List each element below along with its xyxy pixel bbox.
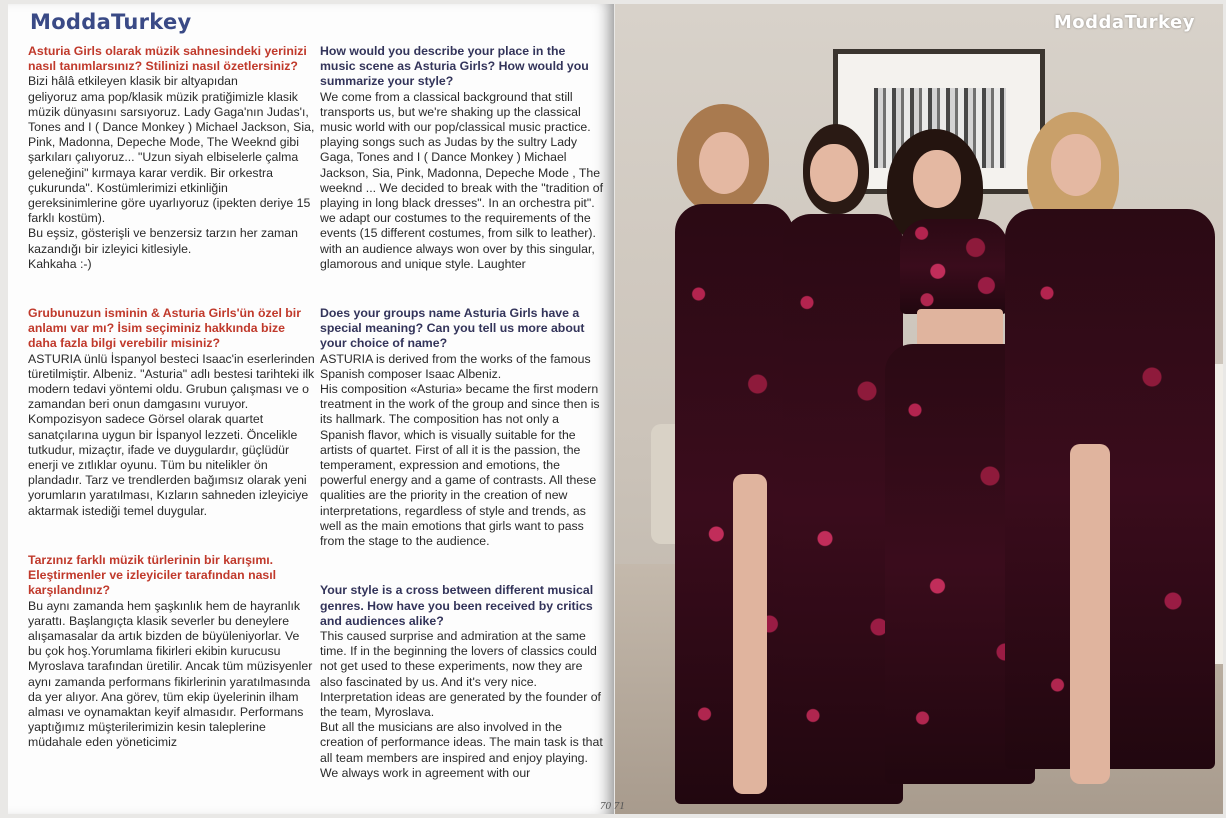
qa-block-tr-2 xyxy=(28,306,315,519)
qa-block-en-2 xyxy=(320,306,604,549)
answer-tr-1: Bizi hâlâ etkileyen klasik bir altyapıdan geliyoruz ama pop/klasik müzik pratiğimizle klasik müzik dünyasını sarsıyoruz. Lady Gaga'nın Judas'ı, Tones and I ( Dance Monkey ) Michael Jackson, Sia, Pink, Madonna, Depeche Mode, The Weeknd gibi şarkıları çalıyoruz... "Uzun siyah elbiselerle çalma geleneğini" kırmaya karar verdik. Bir orkestra çukurunda". Kostümlerimizi etkinliğin gereksinimlerine göre uyarlıyoruz (ipekten deriye 15 farklı kostüm). Bu eşsiz, gösterişli ve benzersiz tarzın her zaman kazandığı bir izleyici kitlesiyle. Kahkaha :-) xyxy=(28,74,315,271)
answer-tr-3: Bu aynı zamanda hem şaşkınlık hem de hayranlık yarattı. Başlangıçta klasik severler bu deneylere alışamasalar da artık bizden de büyüleniyorlar. Ve bu çok hoş.Yorumlama fikirleri ekibin kurucusu Myroslava tarafından üretilir. Ancak tüm müzisyenler aynı zamanda performans fikirlerinin yaratılmasında da yer alıyor. Ana görev, tüm ekip üyelerinin ilham alması ve oynamaktan keyif almasıdır. Performans yaptığımız müşterilerimizin kesin taleplerine müdahale eden yöneticimiz xyxy=(28,598,313,750)
question-en-3: Your style is a cross between different musical genres. How have you been received by critics and audiences alike? xyxy=(320,583,594,628)
right-page-photo xyxy=(615,4,1223,814)
answer-en-3: This caused surprise and admiration at the same time. If in the beginning the lovers of classics could not get used to these experiments, now they are also fascinated by us. And it's very nice. Interpretation ideas are generated by the founder of the team, Myroslava. But all the musicians are also involved in the creation of performance ideas. The main task is that all team members are inspired and enjoy playing. We always work in agreement with our xyxy=(320,628,603,780)
turkish-column xyxy=(28,44,315,751)
answer-en-2: ASTURIA is derived from the works of the famous Spanish composer Isaac Albeniz. His composition «Asturia» became the first modern treatment in the work of the group and since then is its hallmark. The composition has not only a Spanish flavor, which is visually suitable for the artists of quartet. First of all it is the passion, the temperament, expression and emotions, the powerful energy and a game of contrasts. All these qualities are the priority in the creation of new interpretations, regardless of style and trends, as well as the main emotions that girls want to pass from the stage to the audience. xyxy=(320,351,600,549)
answer-tr-2: ASTURIA ünlü İspanyol besteci Isaac'in eserlerinden türetilmiştir. Albeniz. "Asturia" adlı bestesi tarihteki ilk modern tedavi yöntemi oldu. Grubun çalışması ve o zamandan beri onun damgasını vuruyor. Kompozisyon sadece Görsel olarak quartet sanatçılarına uygun bir İspanyol lezzeti. Öncelikle tutkudur, mizaçtır, ifade ve duygulardır, güçlüdür enerji ve zıtlıklar oyunu. Tüm bu nitelikler ön plandadır. Tarz ve trendlerden bağımsız olarak yeni yorumların yaratılması, Kızların sahneden izleyiciye aktarmak istediği temel duygular. xyxy=(28,351,315,518)
question-en-1: How would you describe your place in the music scene as Asturia Girls? How would you summarize your style? xyxy=(320,44,589,89)
qa-block-tr-1 xyxy=(28,44,315,272)
brand-logo-right: ModdaTurkey xyxy=(1053,12,1195,33)
question-tr-3: Tarzınız farklı müzik türlerinin bir karışımı. Eleştirmenler ve izleyiciler tarafından nasıl karşılandınız? xyxy=(28,552,277,598)
qa-block-en-3 xyxy=(320,583,604,781)
question-tr-2: Grubunuzun isminin & Asturia Girls'ün özel bir anlamı var mı? İsim seçiminiz hakkında bize daha fazla bilgi verebilir misiniz? xyxy=(28,306,302,351)
english-column xyxy=(320,44,604,781)
qa-block-en-1 xyxy=(320,44,604,272)
left-page xyxy=(8,4,614,814)
answer-en-1: We come from a classical background that still transports us, but we're shaking up the classical music world with our pop/classical music practice. playing songs such as Judas by the sultry Lady Gaga, Tones and I ( Dance Monkey ) Michael Jackson, Sia, Pink, Madonna, Depeche Mode , The weeknd ... We decided to break with the "tradition of playing in long black dresses". In an orchestra pit". we adapt our costumes to the requirements of the events (15 different costumes, from silk to leather). with an audience always won over by this singular, glamorous and unique style. Laughter xyxy=(320,89,604,271)
question-tr-1: Asturia Girls olarak müzik sahnesindeki yerinizi nasıl tanımlarsınız? Stilinizi nasıl özetlersiniz? xyxy=(28,44,307,74)
page-numbers: 70 71 xyxy=(600,800,625,812)
qa-block-tr-3 xyxy=(28,553,315,751)
question-en-2: Does your groups name Asturia Girls have a special meaning? Can you tell us more about your choice of name? xyxy=(320,306,585,351)
brand-logo-left: ModdaTurkey xyxy=(30,10,192,34)
